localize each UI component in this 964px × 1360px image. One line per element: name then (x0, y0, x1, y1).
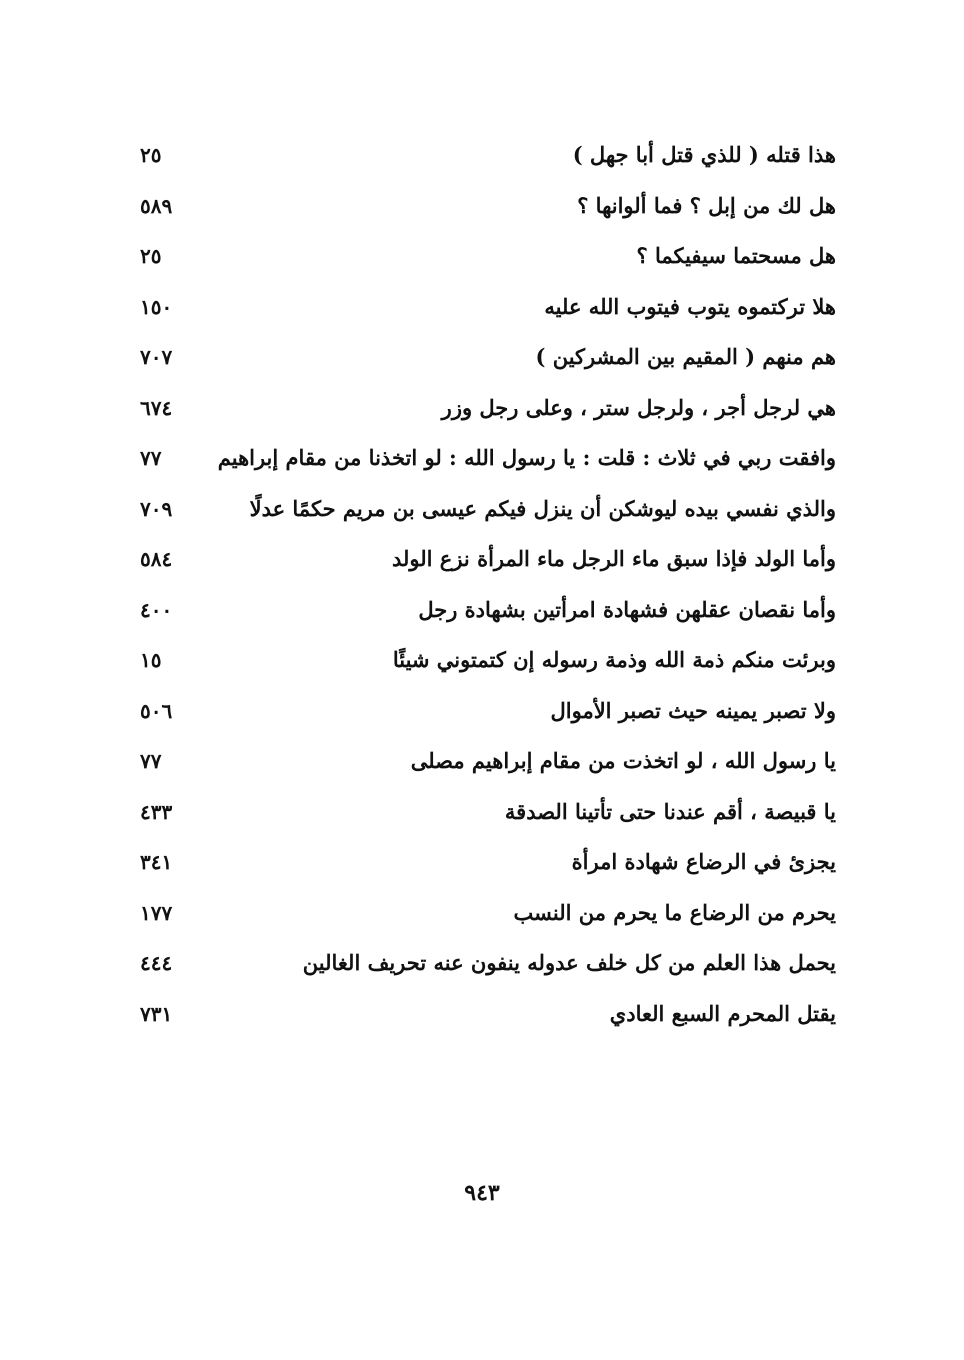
hadith-text: هذا قتله ( للذي قتل أبا جهل ) (572, 142, 836, 167)
hadith-text: يا قبيصة ، أقم عندنا حتى تأتينا الصدقة (504, 798, 836, 824)
page-reference: ١٥ (140, 648, 162, 672)
page-reference: ٤٤٤ (140, 951, 173, 975)
hadith-text: يقتل المحرم السبع العادي (609, 1000, 836, 1026)
page-reference: ٥٨٤ (140, 547, 173, 571)
page-number: ٩٤٣ (464, 1180, 500, 1206)
hadith-text: يجزئ في الرضاع شهادة امرأة (571, 849, 836, 874)
index-entry (130, 736, 836, 787)
hadith-text: يحرم من الرضاع ما يحرم من النسب (513, 899, 836, 925)
index-entry (130, 686, 836, 737)
page-reference: ١٥٠ (140, 294, 173, 319)
page-reference: ٧٧ (140, 749, 162, 773)
index-entry (130, 181, 836, 232)
hadith-text: هل مسحتما سيفيكما ؟ (636, 243, 836, 268)
page-reference: ٦٧٤ (140, 395, 173, 420)
index-entry (130, 130, 836, 181)
index-entry (130, 837, 836, 888)
page-reference: ٧٧ (140, 446, 162, 470)
hadith-text: وأما نقصان عقلهن فشهادة امرأتين بشهادة رجل (418, 596, 836, 622)
hadith-text: ولا تصبر يمينه حيث تصبر الأموال (550, 697, 836, 723)
index-entry (130, 585, 836, 636)
hadith-text: يحمل هذا العلم من كل خلف عدوله ينفون عنه تحريف الغالين (302, 950, 836, 975)
page-reference: ١٧٧ (140, 900, 173, 925)
page-reference: ٤٠٠ (140, 597, 173, 622)
page-reference: ٧٠٧ (140, 345, 173, 369)
page-reference: ٣٤١ (140, 850, 173, 874)
page-reference: ٤٣٣ (140, 799, 173, 824)
hadith-text: وأما الولد فإذا سبق ماء الرجل ماء المرأة نزع الولد (391, 546, 836, 571)
page-reference: ٢٥ (140, 244, 162, 268)
index-entry (130, 433, 836, 484)
hadith-text: هي لرجل أجر ، ولرجل ستر ، وعلى رجل وزر (441, 394, 836, 420)
index-entry (130, 888, 836, 939)
index-entry (130, 534, 836, 585)
index-entry (130, 989, 836, 1040)
hadith-text: هم منهم ( المقيم بين المشركين ) (535, 344, 836, 369)
page-reference: ٧٠٩ (140, 496, 173, 521)
page-reference: ٥٠٦ (140, 698, 173, 723)
index-entry (130, 332, 836, 383)
index-entry (130, 231, 836, 282)
page-reference: ٢٥ (140, 143, 162, 167)
hadith-text: والذي نفسي بيده ليوشكن أن ينزل فيكم عيسى بن مريم حكمًا عدلًا (249, 495, 836, 521)
index-entry (130, 938, 836, 989)
index-entry (130, 383, 836, 434)
page-reference: ٧٣١ (140, 1001, 173, 1026)
index-entry (130, 787, 836, 838)
hadith-text: هل لك من إبل ؟ فما ألوانها ؟ (577, 192, 836, 218)
hadith-index-list (130, 130, 836, 1039)
hadith-text: وبرئت منكم ذمة الله وذمة رسوله إن كتمتوني شيئًا (392, 647, 836, 672)
hadith-text: هلا تركتموه يتوب فيتوب الله عليه (544, 293, 836, 319)
hadith-text: يا رسول الله ، لو اتخذت من مقام إبراهيم مصلى (410, 748, 836, 773)
index-entry (130, 484, 836, 535)
index-entry (130, 635, 836, 686)
page-reference: ٥٨٩ (140, 193, 173, 218)
index-entry (130, 282, 836, 333)
hadith-text: وافقت ربي في ثلاث : قلت : يا رسول الله : لو اتخذنا من مقام إبراهيم (217, 445, 836, 470)
